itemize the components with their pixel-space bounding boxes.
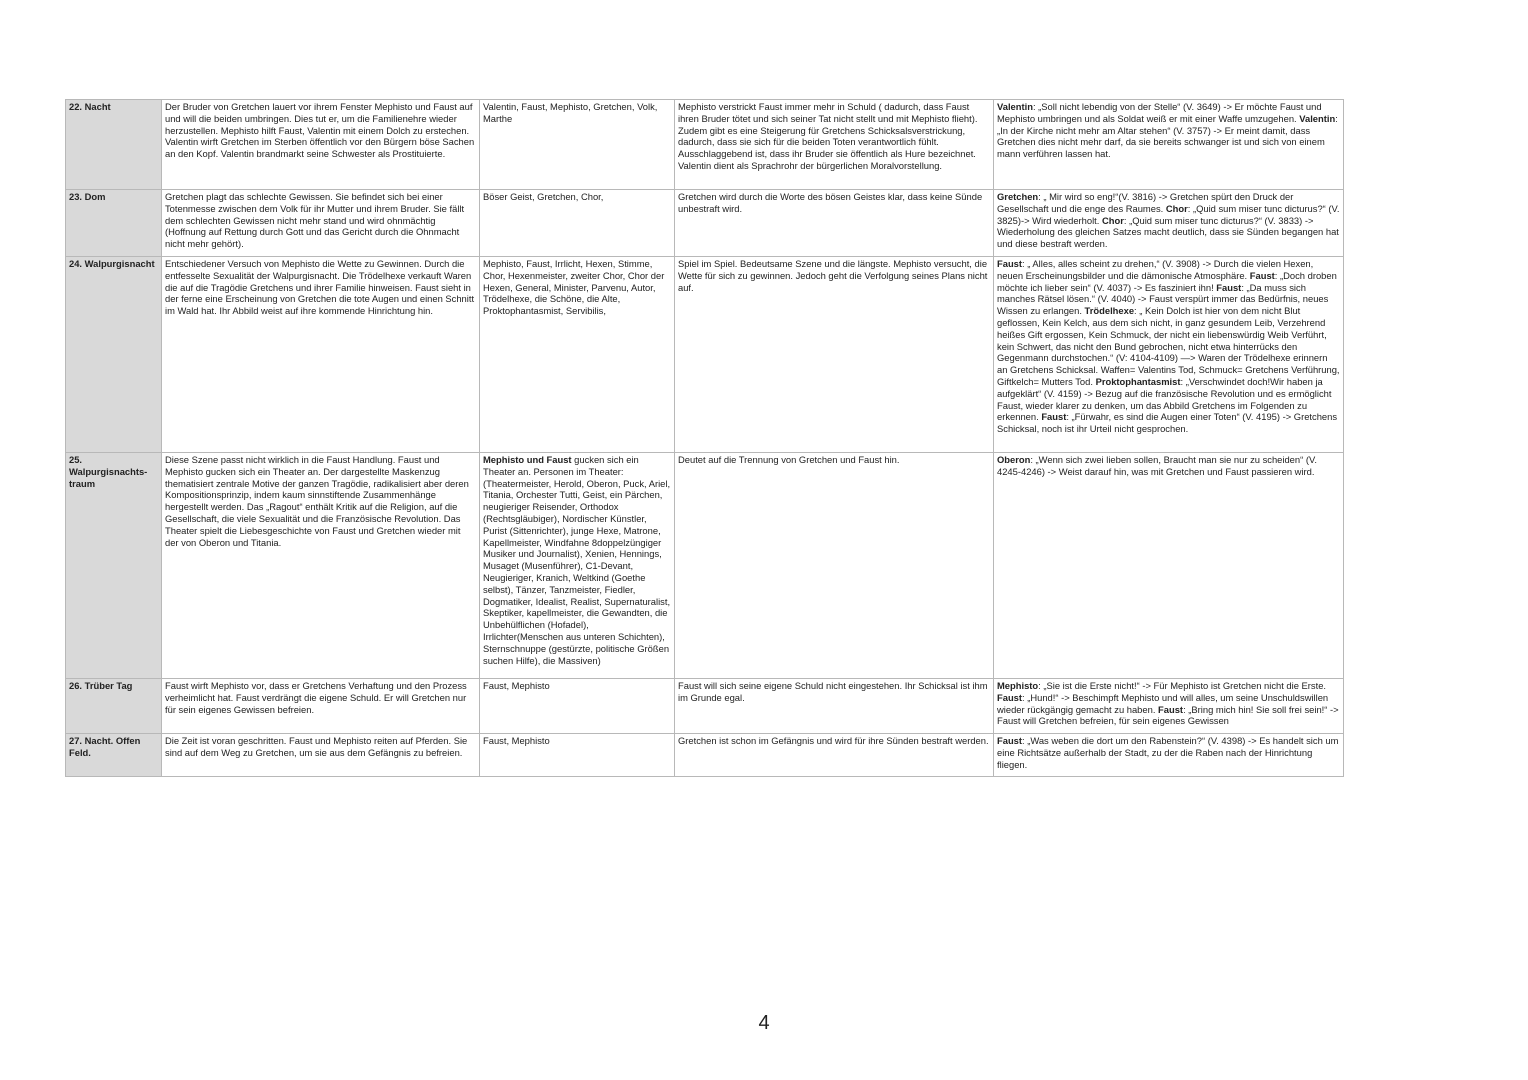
scene-meaning: Mephisto verstrickt Faust immer mehr in Schuld ( dadurch, dass Faust ihren Bruder tötet und sich seiner Tat nicht stellt und mit Mephisto flieht). Zudem gibt es eine Steigerung für Gretchens Schicksalsverstrickung, dadurch, dass sie sich für die beiden Toten verantwortlich fühlt. Ausschlaggebend ist, dass ihr Bruder sie öffentlich als Hure bezeichnet. Valentin dient als Sprachrohr der bürgerlichen Moralvorstellung.: [675, 100, 994, 190]
scene-content: Diese Szene passt nicht wirklich in die Faust Handlung. Faust und Mephisto gucken sich ein Theater an. Der dargestellte Maskenzug thematisiert zentrale Motive der ganzen Tragödie, radikalisiert aber deren Kompositionsprinzip, indem kaum sinnstiftende Zusammenhänge hergestellt werden. Das „Ragout“ enthält Kritik auf die Religion, auf die Gesellschaft, die viele Sexualität und die Französische Revolution. Das Theater spielt die Liebesgeschichte von Faust und Gretchen wieder mit der von Oberon und Titania.: [162, 453, 480, 679]
scene-title: 22. Nacht: [66, 100, 162, 190]
scene-title: 27. Nacht. Offen Feld.: [66, 734, 162, 777]
scene-title: 23. Dom: [66, 190, 162, 257]
scene-quotes: Mephisto: „Sie ist die Erste nicht!“ -> Für Mephisto ist Gretchen nicht die Erste. Faust: „Hund!“ -> Beschimpft Mephisto und will alles, um seine Unschuldswillen wieder rückgängig gemacht zu haben. Faust: „Bring mich hin! Sie soll frei sein!“ -> Faust will Gretchen befreien, für sein eigenes Gewissen: [994, 679, 1344, 734]
scene-characters: Valentin, Faust, Mephisto, Gretchen, Volk, Marthe: [480, 100, 675, 190]
scene-content: Der Bruder von Gretchen lauert vor ihrem Fenster Mephisto und Faust auf und will die beiden umbringen. Dies tut er, um die Familienehre wieder herzustellen. Mephisto hilft Faust, Valentin mit einem Dolch zu erstechen. Valentin wirft Gretchen im Sterben öffentlich vor den Bürgern böse Sachen an den Kopf. Valentin brandmarkt seine Schwester als Prostituierte.: [162, 100, 480, 190]
scene-meaning: Deutet auf die Trennung von Gretchen und Faust hin.: [675, 453, 994, 679]
scene-quotes: Valentin: „Soll nicht lebendig von der Stelle“ (V. 3649) -> Er möchte Faust und Mephisto umbringen und als Soldat weiß er mit einer Waffe umzugehen. Valentin: „In der Kirche nicht mehr am Altar stehen“ (V. 3757) -> Er meint damit, dass Gretchen dies nicht mehr darf, da sie bereits schwanger ist und sich von einem mann verführen lassen hat.: [994, 100, 1344, 190]
scene-content: Faust wirft Mephisto vor, dass er Gretchens Verhaftung und den Prozess verheimlicht hat. Faust verdrängt die eigene Schuld. Er will Gretchen nur für sein eigenes Gewissen befreien.: [162, 679, 480, 734]
scene-content: Entschiedener Versuch von Mephisto die Wette zu Gewinnen. Durch die entfesselte Sexualität der Walpurgisnacht. Die Trödelhexe verkauft Waren die auf die Tragödie Gretchens und ihrer Familie hinweisen. Faust sieht in der ferne eine Erscheinung von Gretchen die tote Augen und einen Schnitt im Wald hat. Ihr Abbild weist auf ihre kommende Hinrichtung hin.: [162, 257, 480, 453]
scene-characters: Faust, Mephisto: [480, 734, 675, 777]
table-row: [66, 453, 1344, 679]
table-row: [66, 679, 1344, 734]
page-number: 4: [758, 1012, 770, 1034]
scene-quotes: Faust: „ Alles, alles scheint zu drehen,“ (V. 3908) -> Durch die vielen Hexen, neuen Erscheinungsbilder und die dämonische Atmosphäre. Faust: „Doch droben möchte ich lieber sein“ (V. 4037) -> Es fasziniert ihn! Faust: „Da muss sich manches Rätsel lösen.“ (V. 4040) -> Faust verspürt immer das Bedürfnis, neues Wissen zu erlangen. Trödelhexe: „ Kein Dolch ist hier von dem nicht Blut geflossen, Kein Kelch, aus dem sich nicht, in ganz gesundem Leib, Verzehrend heißes Gift ergossen, Kein Schmuck, der nicht ein liebenswürdig Weib Verführt, kein Schwert, das nicht den Bund gebrochen, nicht etwa hinterrücks den Gegenmann durchstochen.“ (V: 4104-4109) —> Waren der Trödelhexe erinnern an Gretchens Schicksal. Waffen= Valentins Tod, Schmuck= Gretchens Verführung, Giftkelch= Mutters Tod. Proktophantasmist: „Verschwindet doch!Wir haben ja aufgeklärt“ (V. 4159) -> Bezug auf die französische Revolution und es ermöglicht Faust, wieder klarer zu denken, um das Abbild Gretchens im Folgenden zu erkennen. Faust: „Fürwahr, es sind die Augen einer Toten“ (V. 4195) -> Gretchens Schicksal, noch ist ihr Urteil nicht gesprochen.: [994, 257, 1344, 453]
scene-characters: Böser Geist, Gretchen, Chor,: [480, 190, 675, 257]
scene-quotes: Gretchen: „ Mir wird so eng!“(V. 3816) -> Gretchen spürt den Druck der Gesellschaft und die enge des Raumes. Chor: „Quid sum miser tunc dicturus?“ (V. 3825)-> Wird wiederholt. Chor: „Quid sum miser tunc dicturus?“ (V. 3833) -> Wiederholung des gleichen Satzes macht deutlich, dass sie Sünden begangen hat und diese bestraft werden.: [994, 190, 1344, 257]
table-row: [66, 190, 1344, 257]
scene-meaning: Spiel im Spiel. Bedeutsame Szene und die längste. Mephisto versucht, die Wette für sich zu gewinnen. Jedoch geht die Verfolgung seines Plans nicht auf.: [675, 257, 994, 453]
scene-title: 26. Trüber Tag: [66, 679, 162, 734]
scene-meaning: Gretchen wird durch die Worte des bösen Geistes klar, dass keine Sünde unbestraft wird.: [675, 190, 994, 257]
scene-title: 24. Walpurgisnacht: [66, 257, 162, 453]
scene-title: 25. Walpurgisnachts-traum: [66, 453, 162, 679]
scene-table: [65, 99, 1344, 777]
scene-characters: Faust, Mephisto: [480, 679, 675, 734]
scene-quotes: Oberon: „Wenn sich zwei lieben sollen, Braucht man sie nur zu scheiden“ (V. 4245-4246) -> Weist darauf hin, was mit Gretchen und Faust passieren wird.: [994, 453, 1344, 679]
scene-meaning: Faust will sich seine eigene Schuld nicht eingestehen. Ihr Schicksal ist ihm im Grunde egal.: [675, 679, 994, 734]
scene-meaning: Gretchen ist schon im Gefängnis und wird für ihre Sünden bestraft werden.: [675, 734, 994, 777]
table-row: [66, 100, 1344, 190]
table-row: [66, 734, 1344, 777]
table-row: [66, 257, 1344, 453]
scene-quotes: Faust: „Was weben die dort um den Rabenstein?“ (V. 4398) -> Es handelt sich um eine Richtsätze außerhalb der Stadt, zu der die Raben nach der Hinrichtung fliegen.: [994, 734, 1344, 777]
scene-content: Gretchen plagt das schlechte Gewissen. Sie befindet sich bei einer Totenmesse zwischen dem Volk für ihr Mutter und ihrem Bruder. Sie fällt dem schlechten Gewissen nicht mehr stand und wird ohnmächtig (Hoffnung auf Rettung durch Gott und das Gericht durch die Ohnmacht nicht mehr gehört).: [162, 190, 480, 257]
scene-characters: Mephisto, Faust, Irrlicht, Hexen, Stimme, Chor, Hexenmeister, zweiter Chor, Chor der Hexen, General, Minister, Parvenu, Autor, Trödelhexe, die Schöne, die Alte, Proktophantasmist, Servibilis,: [480, 257, 675, 453]
scene-characters: Mephisto und Faust gucken sich ein Theater an. Personen im Theater: (Theatermeister, Herold, Oberon, Puck, Ariel, Titania, Orchester Tutti, Geist, ein Pärchen, neugieriger Reisender, Orthodox (Rechtsgläubiger), Nordischer Künstler, Purist (Sittenrichter), junge Hexe, Matrone, Kapellmeister, Windfahne 8doppelzüngiger Musiker und Journalist), Xenien, Hennings, Musaget (Musenführer), C1-Devant, Neugieriger, Kranich, Weltkind (Goethe selbst), Tänzer, Tanzmeister, Fiedler, Dogmatiker, Idealist, Realist, Supernaturalist, Skeptiker, kapellmeister, die Gewandten, die Unbehülflichen (Hofadel), Irrlichter(Menschen aus unteren Schichten), Sternschnuppe (gestürzte, politische Größen suchen Hilfe), die Massiven): [480, 453, 675, 679]
scene-content: Die Zeit ist voran geschritten. Faust und Mephisto reiten auf Pferden. Sie sind auf dem Weg zu Gretchen, um sie aus dem Gefängnis zu befreien.: [162, 734, 480, 777]
